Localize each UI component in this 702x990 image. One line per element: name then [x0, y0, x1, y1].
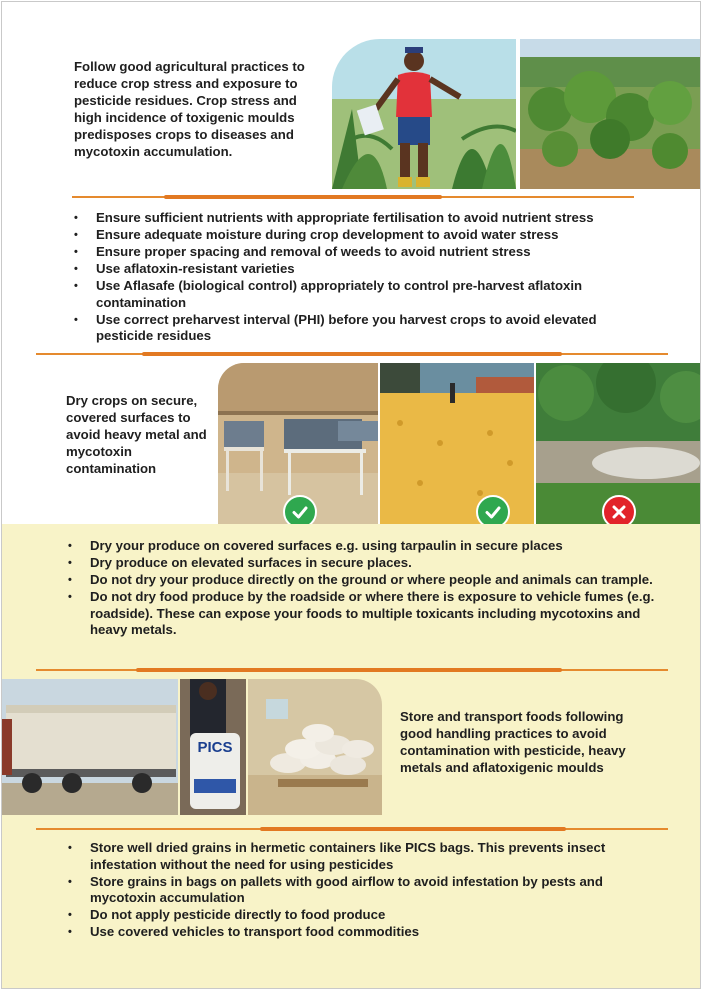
drying-list	[66, 538, 666, 639]
info-sheet-page	[1, 1, 701, 989]
list-item: • Do not dry food produce by the roadside or where there is exposure to vehicle fumes (e.g. roadside). These can expose your foods to multiple toxicants including mycotoxins and heavy metals.	[66, 589, 666, 639]
list-item: • Dry your produce on covered surfaces e.g. using tarpaulin in secure places	[66, 538, 666, 555]
divider-line	[72, 196, 634, 198]
maize-drying-photo	[380, 363, 534, 525]
drying-intro: Dry crops on secure, covered surfaces to avoid heavy metal and mycotoxin contamination	[66, 393, 207, 476]
groundnut-field-photo	[520, 39, 701, 189]
pics-bag-label: PICS	[197, 739, 233, 756]
storage-list	[66, 840, 666, 941]
divider-line	[36, 828, 668, 830]
storage-intro: Store and transport foods following good handling practices to avoid contamination with pesticide, heavy metals and aflatoxigenic moulds	[400, 709, 626, 775]
list-item: • Ensure adequate moisture during crop development to avoid water stress	[72, 227, 652, 244]
farmer-illustration	[332, 39, 516, 189]
preharvest-intro: Follow good agricultural practices to reduce crop stress and exposure to pesticide residues. Crop stress and high incidence of toxigenic moulds predisposes crops to diseases and mycotoxin accumulation.	[74, 59, 305, 159]
list-item: • Store grains in bags on pallets with good airflow to avoid infestation by pests and mycotoxin accumulation	[66, 874, 666, 907]
list-item: • Dry produce on elevated surfaces in secure places.	[66, 555, 666, 572]
preharvest-list	[72, 210, 652, 345]
list-item: • Use aflatoxin-resistant varieties	[72, 261, 652, 278]
divider-line	[36, 353, 668, 355]
list-item: • Store well dried grains in hermetic containers like PICS bags. This prevents insect infestation without the need for using pesticides	[66, 840, 666, 873]
list-item: • Do not dry your produce directly on the ground or where people and animals can trample.	[66, 572, 666, 589]
list-item: • Use Aflasafe (biological control) appropriately to control pre-harvest aflatoxin contamination	[72, 278, 652, 311]
pics-bag-photo	[180, 679, 246, 815]
divider-line	[36, 669, 668, 671]
bags-on-pallets-photo	[248, 679, 382, 815]
list-item: • Ensure proper spacing and removal of weeds to avoid nutrient stress	[72, 244, 652, 261]
list-item: • Ensure sufficient nutrients with appropriate fertilisation to avoid nutrient stress	[72, 210, 652, 227]
list-item: • Use correct preharvest interval (PHI) before you harvest crops to avoid elevated pesticide residues	[72, 312, 652, 345]
covered-truck-photo	[2, 679, 178, 815]
list-item: • Do not apply pesticide directly to food produce	[66, 907, 666, 924]
list-item: • Use covered vehicles to transport food commodities	[66, 924, 666, 941]
